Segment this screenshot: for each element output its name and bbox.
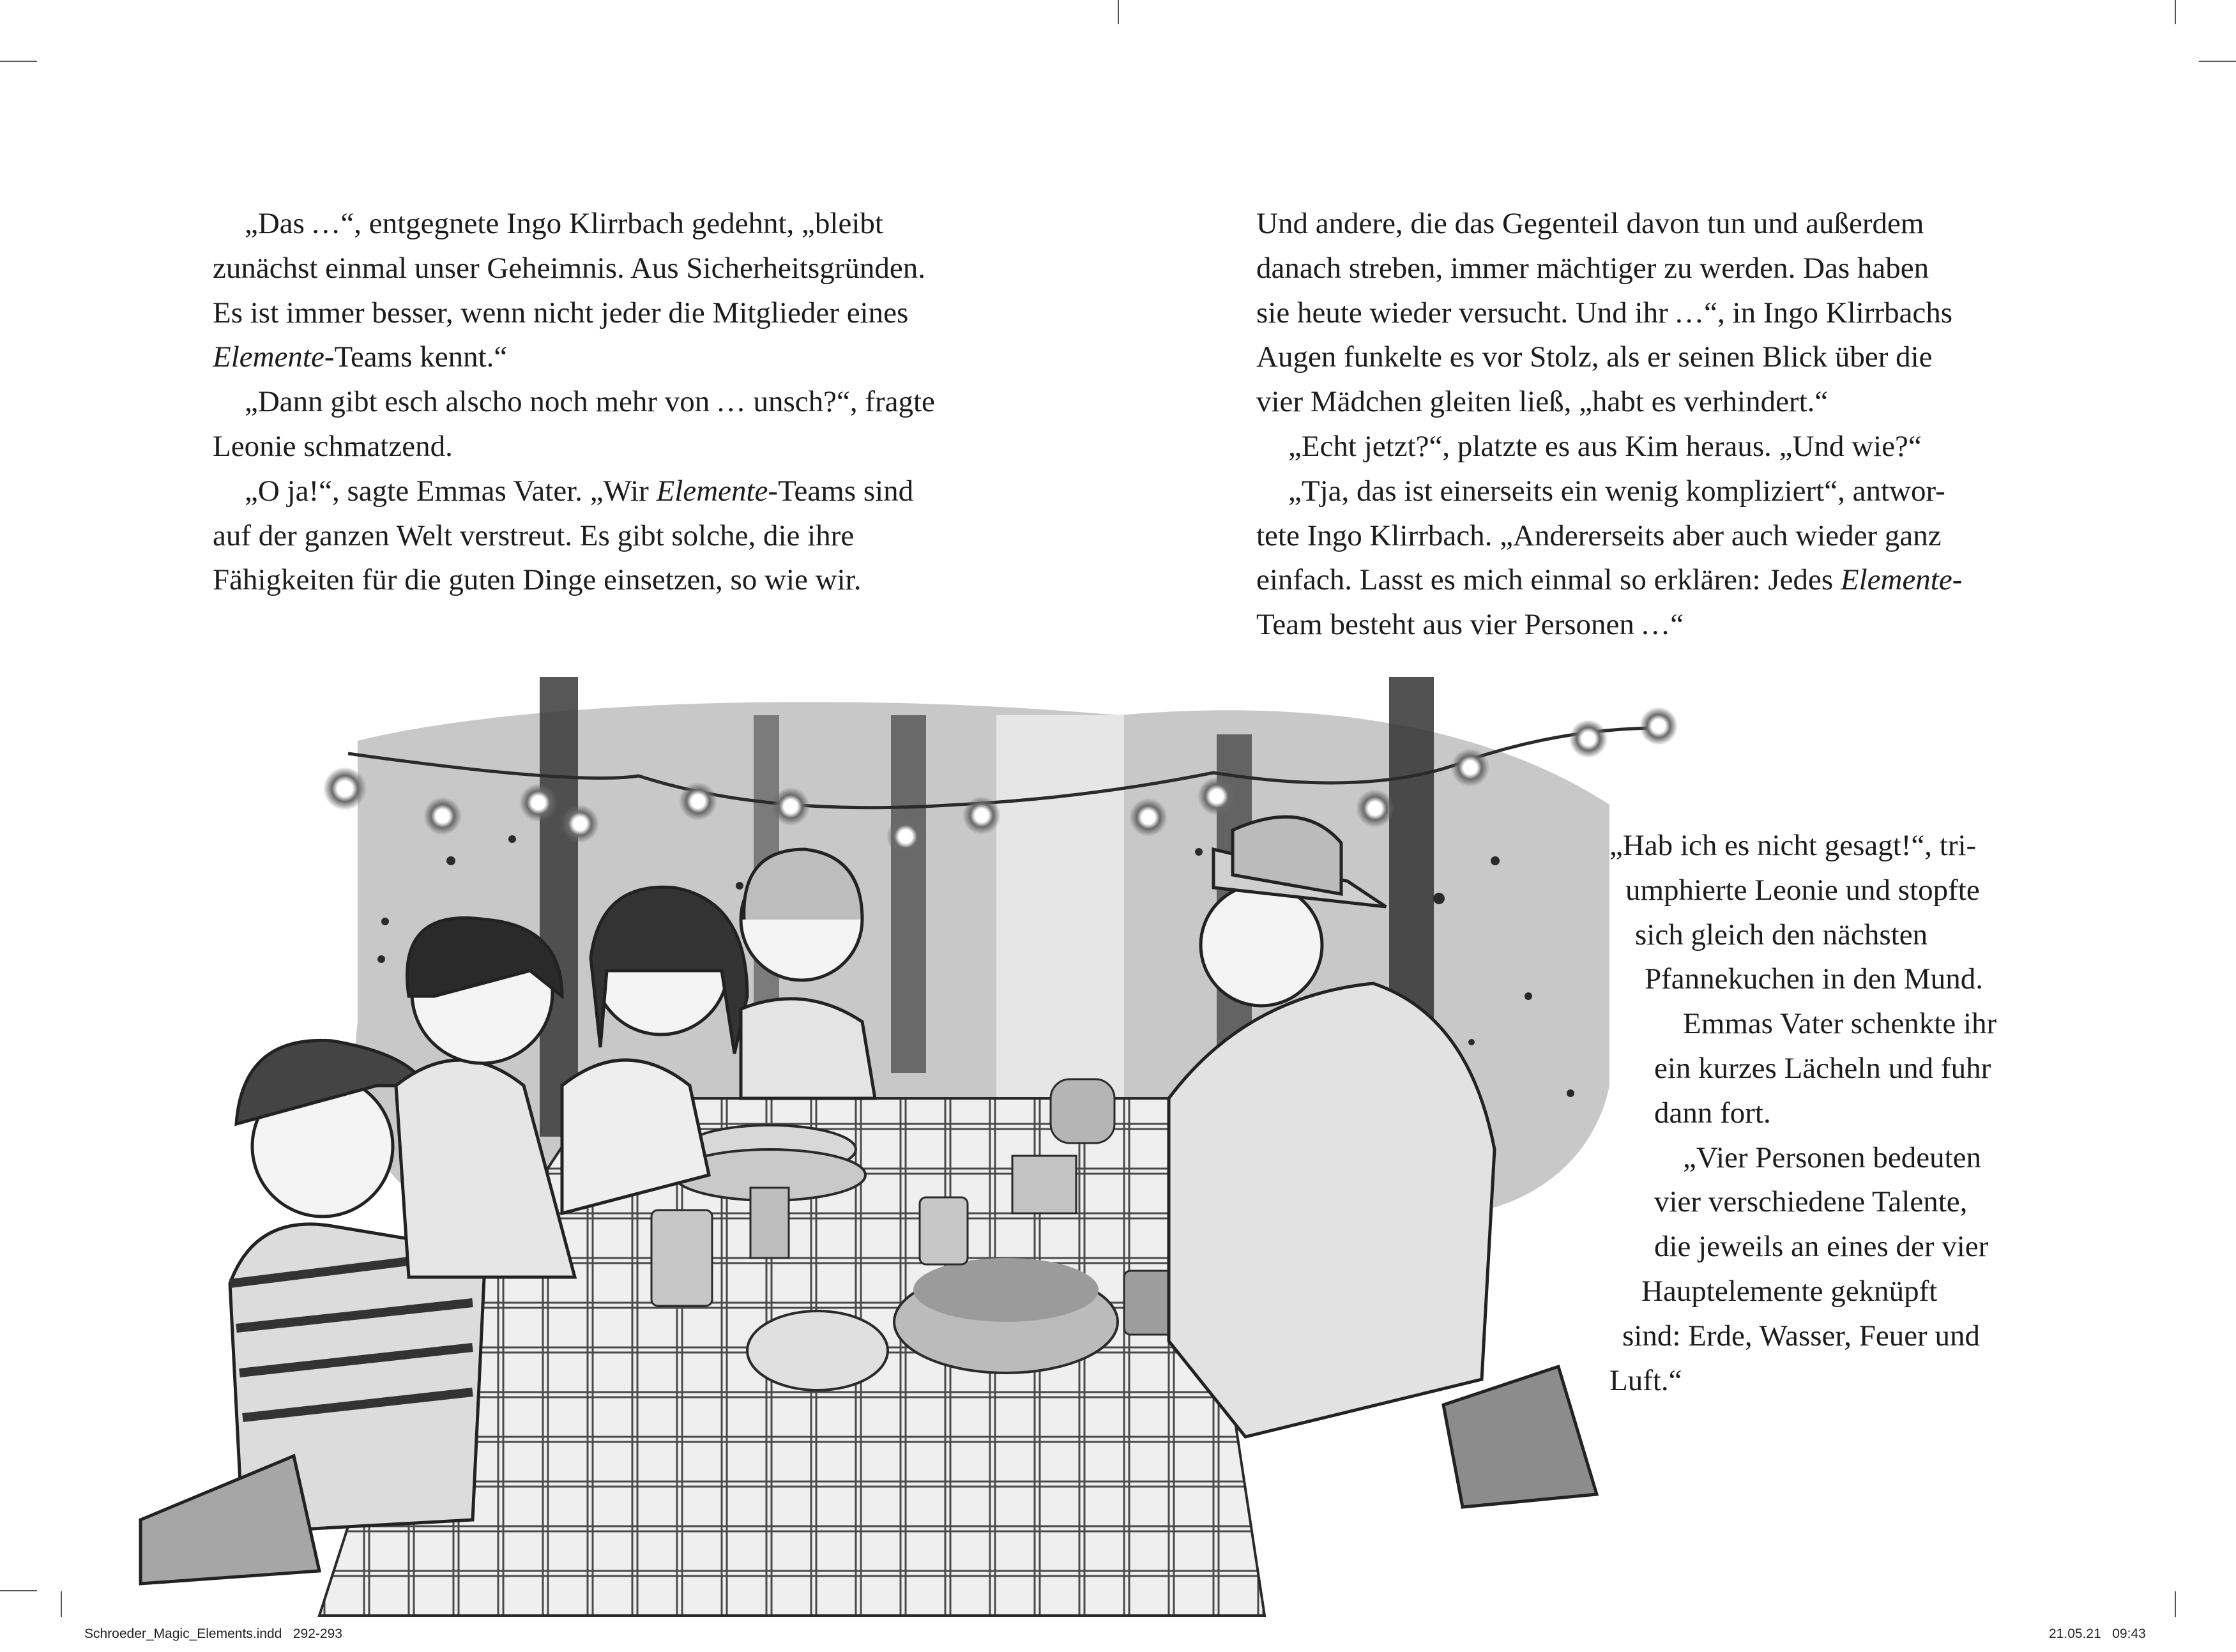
text-segment: vier verschiedene Talente,	[1654, 1185, 1968, 1219]
text-line	[1609, 913, 1996, 958]
text-line	[1609, 1091, 1996, 1136]
text-segment: -Teams sind	[768, 474, 914, 508]
text-segment: sind: Erde, Wasser, Feuer und	[1622, 1319, 1980, 1353]
slug-date-time: 21.05.21 09:43	[2049, 1626, 2146, 1641]
text-segment: Leonie schmatzend.	[213, 429, 453, 463]
text-segment: Augen funkelte es vor Stolz, als er seinen Blick über die	[1256, 340, 1933, 374]
text-line	[213, 202, 935, 246]
text-segment: Hauptelemente geknüpft	[1641, 1274, 1938, 1308]
text-segment: Elemente	[656, 474, 768, 508]
text-segment: „Vier Personen bedeuten	[1683, 1140, 1981, 1174]
text-line	[1609, 957, 1996, 1002]
text-segment: Team besteht aus vier Personen …“	[1256, 608, 1684, 642]
text-line	[1609, 1225, 1996, 1269]
text-segment: Elemente	[1840, 563, 1952, 597]
text-line	[1256, 425, 1962, 469]
text-segment: „O ja!“, sagte Emmas Vater. „Wir	[245, 474, 657, 508]
text-line	[213, 425, 935, 469]
text-segment: dann fort.	[1654, 1096, 1771, 1130]
text-line	[213, 380, 935, 425]
text-segment: die jeweils an eines der vier	[1654, 1230, 1989, 1264]
text-segment: „Hab ich es nicht gesagt!“, tri-	[1609, 829, 1977, 862]
text-line	[1609, 1002, 1996, 1047]
text-segment: einfach. Lasst es mich einmal so erklären: Jedes	[1256, 563, 1841, 597]
text-line	[213, 246, 935, 291]
text-segment: vier Mädchen gleiten ließ, „habt es verhindert.“	[1256, 385, 1829, 419]
text-segment: Fähigkeiten für die guten Dinge einsetzen, so wie wir.	[213, 563, 862, 597]
text-line	[1609, 824, 1996, 868]
text-line	[1256, 202, 1962, 246]
text-line	[1256, 558, 1962, 603]
text-line	[213, 335, 935, 380]
slug-file-info: Schroeder_Magic_Elements.indd 292-293	[84, 1626, 342, 1641]
text-line	[1609, 868, 1996, 913]
text-line	[1609, 1047, 1996, 1091]
text-segment: auf der ganzen Welt verstreut. Es gibt solche, die ihre	[213, 519, 855, 552]
text-line	[1609, 1269, 1996, 1314]
text-line	[1256, 469, 1962, 514]
text-segment: umphierte Leonie und stopfte	[1625, 873, 1980, 907]
text-line	[213, 558, 935, 603]
text-line	[1609, 1359, 1996, 1404]
text-line	[1256, 514, 1962, 559]
text-line	[213, 514, 935, 559]
text-segment: Es ist immer besser, wenn nicht jeder die Mitglieder eines	[213, 296, 909, 330]
left-page-text	[213, 202, 935, 603]
text-line	[1256, 291, 1962, 336]
text-segment: „Das …“, entgegnete Ingo Klirrbach gedehnt, „bleibt	[245, 207, 883, 240]
text-segment: tete Ingo Klirrbach. „Andererseits aber auch wieder ganz	[1256, 519, 1942, 552]
text-line	[213, 291, 935, 336]
text-segment: Emmas Vater schenkte ihr	[1683, 1007, 1997, 1041]
text-segment: -Teams kennt.“	[324, 340, 508, 374]
text-line	[213, 469, 935, 514]
text-segment: „Echt jetzt?“, platzte es aus Kim heraus. „Und wie?“	[1288, 429, 1922, 463]
text-line	[1256, 380, 1962, 425]
text-line	[1609, 1136, 1996, 1181]
text-line	[1609, 1180, 1996, 1225]
text-segment: sich gleich den nächsten	[1635, 918, 1928, 951]
text-segment: sie heute wieder versucht. Und ihr …“, in Ingo Klirrbachs	[1256, 296, 1953, 330]
text-segment: -	[1952, 563, 1963, 597]
wrapped-text	[1609, 824, 1996, 1403]
text-segment: Elemente	[213, 340, 324, 374]
text-segment: zunächst einmal unser Geheimnis. Aus Sicherheitsgründen.	[213, 251, 925, 285]
text-segment: „Tja, das ist einerseits ein wenig kompliziert“, antwor-	[1288, 474, 1945, 508]
text-line	[1256, 603, 1962, 648]
text-segment: Luft.“	[1609, 1363, 1682, 1397]
text-segment: Und andere, die das Gegenteil davon tun und außerdem	[1256, 207, 1924, 240]
text-segment: Pfannekuchen in den Mund.	[1645, 962, 1983, 996]
text-segment: danach streben, immer mächtiger zu werden. Das haben	[1256, 251, 1929, 285]
text-segment: ein kurzes Lächeln und fuhr	[1654, 1051, 1991, 1085]
right-page-text	[1256, 202, 1962, 648]
text-line	[1609, 1314, 1996, 1359]
text-segment: „Dann gibt esch alscho noch mehr von … unsch?“, fragte	[245, 385, 935, 419]
text-line	[1256, 246, 1962, 291]
text-line	[1256, 335, 1962, 380]
